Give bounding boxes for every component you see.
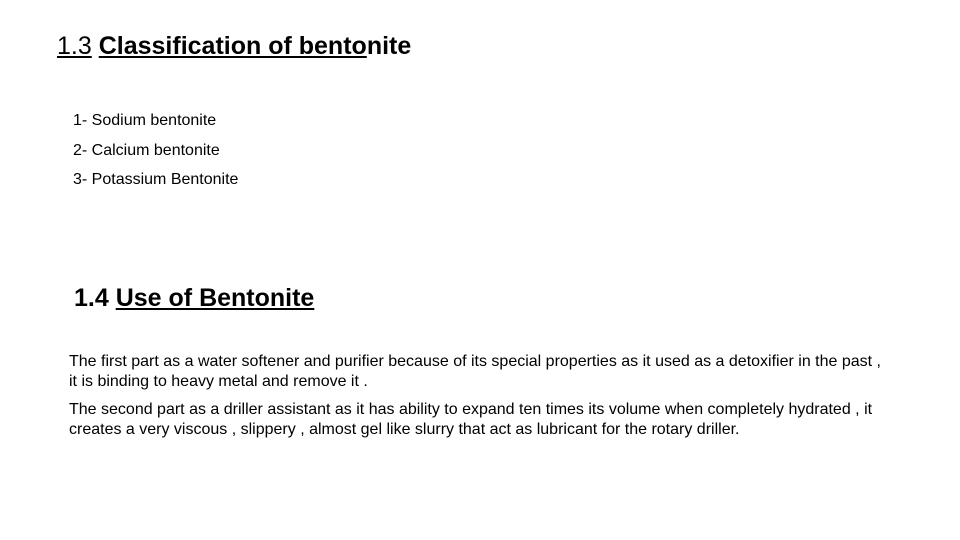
use-heading <box>74 281 314 315</box>
list-item-calcium: 2- Calcium bentonite <box>73 141 220 159</box>
use-heading-number: 1.4 <box>74 284 109 312</box>
paragraph-water-softener: The first part as a water softener and purifier because of its special properties as it used as a detoxifier in the past , it is binding to heavy metal and remove it . <box>69 353 881 390</box>
classification-list <box>73 106 238 195</box>
title-number: 1.3 <box>57 32 92 60</box>
list-item-sodium: 1- Sodium bentonite <box>73 112 217 129</box>
paragraph-driller-assistant: The second part as a driller assistant as it has ability to expand ten times its volume when completely hydrated , it creates a very viscous , slippery , almost gel like slurry that act as lubricant for the rotary driller. <box>69 401 873 438</box>
list-item-potassium: 3- Potassium Bentonite <box>73 171 239 188</box>
title-underlined-text: Classification of bento <box>98 32 367 60</box>
slide-title <box>57 30 411 62</box>
use-description <box>69 352 889 448</box>
title-rest-text: nite <box>366 32 412 60</box>
use-heading-text: Use of Bentonite <box>115 284 315 312</box>
